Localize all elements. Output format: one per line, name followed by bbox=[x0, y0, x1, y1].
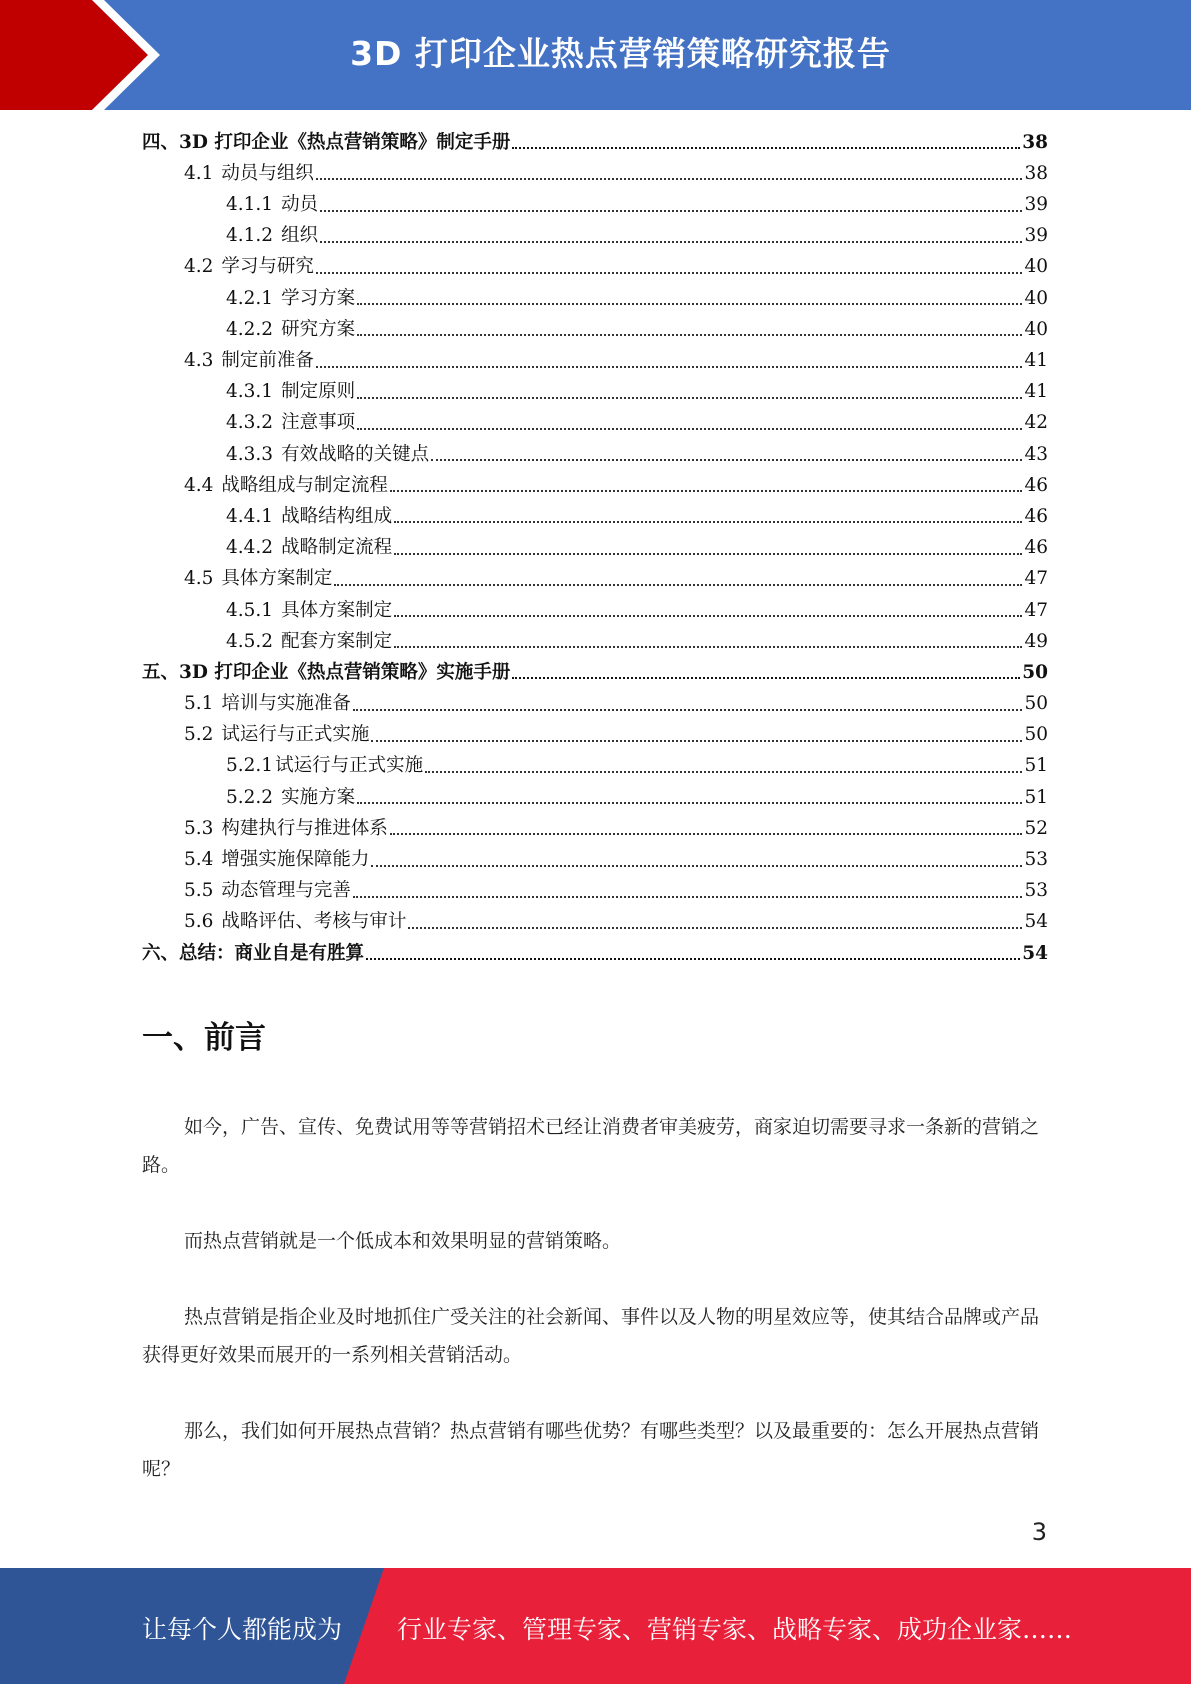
toc-entry-text: 动员与组织 bbox=[221, 162, 314, 184]
toc-entry-text: 六、总结：商业自是有胜算 bbox=[142, 942, 365, 964]
toc-dot-leader bbox=[320, 241, 1022, 243]
toc-entry-text: 五、3D 打印企业《热点营销策略》实施手册 bbox=[142, 661, 511, 683]
toc-entry-page: 42 bbox=[1024, 412, 1048, 434]
toc-entry-number: 5.5 bbox=[184, 880, 214, 902]
toc-entry-number: 5.2.1 bbox=[226, 755, 274, 777]
toc-entry-number: 4.1.1 bbox=[226, 194, 274, 216]
toc-entry-label bbox=[226, 227, 318, 246]
toc-dot-leader bbox=[394, 521, 1022, 523]
toc-entry-label bbox=[226, 318, 356, 340]
toc-entry-page: 54 bbox=[1022, 942, 1048, 964]
toc-entry-number: 4.3 bbox=[184, 350, 214, 371]
footer-slogan-right: 行业专家、管理专家、营销专家、战略专家、成功企业家…… bbox=[397, 1615, 1073, 1644]
toc-entry-number: 4.2.1 bbox=[226, 287, 274, 309]
toc-entry-page: 40 bbox=[1024, 256, 1048, 278]
toc-entry[interactable] bbox=[142, 721, 1048, 752]
toc-entry-text: 制定原则 bbox=[281, 381, 356, 403]
toc-entry-label bbox=[226, 505, 393, 527]
toc-entry-text: 动员 bbox=[281, 194, 319, 216]
toc-entry[interactable] bbox=[142, 315, 1048, 346]
toc-entry-label bbox=[226, 599, 393, 621]
toc-entry-number: 5.1 bbox=[184, 693, 214, 715]
toc-dot-leader bbox=[394, 615, 1022, 617]
toc-entry-label bbox=[142, 131, 511, 153]
toc-entry-label bbox=[226, 414, 355, 433]
toc-entry-page: 53 bbox=[1024, 880, 1048, 902]
toc-entry[interactable] bbox=[142, 222, 1048, 253]
toc-entry[interactable] bbox=[142, 471, 1048, 502]
toc-entry-page: 51 bbox=[1024, 755, 1048, 777]
toc-entry-label bbox=[226, 786, 356, 808]
toc-entry[interactable] bbox=[142, 596, 1048, 627]
toc-entry-number: 4.2.2 bbox=[226, 318, 274, 340]
toc-entry[interactable] bbox=[142, 190, 1048, 221]
toc-entry-text: 实施方案 bbox=[281, 786, 356, 808]
toc-dot-leader bbox=[408, 927, 1022, 929]
toc-entry-text: 学习方案 bbox=[281, 287, 356, 309]
toc-entry-number: 4.5 bbox=[184, 568, 214, 590]
toc-entry-page: 53 bbox=[1024, 849, 1048, 870]
toc-entry-page: 46 bbox=[1024, 537, 1048, 559]
toc-entry[interactable] bbox=[142, 814, 1048, 845]
toc-entry-label bbox=[184, 474, 388, 496]
toc-entry-number: 4.4.1 bbox=[226, 505, 274, 527]
toc-entry-label bbox=[226, 757, 423, 776]
toc-dot-leader bbox=[390, 490, 1023, 492]
toc-entry-number: 5.2.2 bbox=[226, 786, 274, 808]
toc-entry-label bbox=[226, 443, 430, 465]
toc-entry[interactable] bbox=[142, 378, 1048, 409]
toc-entry-text: 具体方案制定 bbox=[221, 568, 333, 590]
toc-dot-leader bbox=[371, 740, 1022, 742]
toc-dot-leader bbox=[425, 771, 1022, 773]
toc-entry-page: 51 bbox=[1024, 786, 1048, 808]
toc-entry-page: 47 bbox=[1024, 568, 1048, 590]
toc-entry-page: 38 bbox=[1024, 162, 1048, 184]
table-of-contents bbox=[142, 128, 1048, 970]
toc-entry-page: 40 bbox=[1024, 318, 1048, 340]
toc-entry-label bbox=[184, 162, 314, 184]
toc-entry-text: 战略评估、考核与审计 bbox=[221, 911, 407, 933]
toc-entry-label bbox=[142, 661, 511, 683]
toc-entry-number: 4.5.1 bbox=[226, 599, 274, 621]
toc-entry-label bbox=[226, 539, 392, 558]
toc-entry[interactable] bbox=[142, 939, 1048, 970]
toc-dot-leader bbox=[316, 178, 1023, 180]
page-number: 3 bbox=[1031, 1518, 1047, 1546]
toc-entry-page: 41 bbox=[1024, 350, 1048, 371]
toc-entry-text: 组织 bbox=[281, 225, 319, 247]
page-header bbox=[0, 0, 1191, 110]
toc-entry-page: 39 bbox=[1024, 194, 1048, 216]
toc-dot-leader bbox=[512, 147, 1020, 149]
toc-entry-text: 配套方案制定 bbox=[281, 630, 393, 652]
toc-entry-page: 43 bbox=[1024, 443, 1048, 465]
toc-dot-leader bbox=[394, 553, 1022, 555]
toc-entry-label bbox=[184, 570, 332, 589]
toc-entry-page: 50 bbox=[1022, 661, 1048, 683]
paragraph-4: 那么，我们如何开展热点营销？热点营销有哪些优势？有哪些类型？以及最重要的：怎么开展热点营销呢？ bbox=[142, 1420, 1040, 1480]
toc-entry-text: 研究方案 bbox=[281, 318, 356, 340]
toc-entry[interactable] bbox=[142, 128, 1048, 159]
toc-entry-text: 学习与研究 bbox=[221, 256, 314, 278]
toc-entry[interactable] bbox=[142, 409, 1048, 440]
toc-entry[interactable] bbox=[142, 689, 1048, 720]
paragraph-3: 热点营销是指企业及时地抓住广受关注的社会新闻、事件以及人物的明星效应等，使其结合品牌或产品获得更好效果而展开的一系列相关营销活动。 bbox=[142, 1306, 1040, 1366]
toc-entry-page: 50 bbox=[1024, 693, 1048, 715]
toc-entry[interactable] bbox=[142, 533, 1048, 564]
toc-entry-page: 54 bbox=[1024, 911, 1048, 933]
toc-entry[interactable] bbox=[142, 752, 1048, 783]
toc-entry-text: 试运行与正式实施 bbox=[221, 724, 370, 746]
toc-entry-text: 四、3D 打印企业《热点营销策略》制定手册 bbox=[142, 131, 511, 153]
toc-entry-number: 4.3.3 bbox=[226, 443, 274, 465]
toc-entry[interactable] bbox=[142, 565, 1048, 596]
toc-entry[interactable] bbox=[142, 658, 1048, 689]
toc-dot-leader bbox=[431, 459, 1022, 461]
toc-entry-number: 5.4 bbox=[184, 849, 214, 870]
toc-entry-text: 增强实施保障能力 bbox=[221, 849, 370, 870]
toc-entry-label bbox=[184, 913, 406, 932]
toc-entry-number: 5.2 bbox=[184, 724, 214, 746]
toc-dot-leader bbox=[334, 584, 1022, 586]
toc-entry-page: 52 bbox=[1024, 817, 1048, 839]
toc-entry[interactable] bbox=[142, 346, 1048, 377]
toc-entry-page: 47 bbox=[1024, 599, 1048, 621]
toc-entry-label bbox=[184, 817, 388, 839]
toc-entry-number: 4.1.2 bbox=[226, 225, 274, 247]
toc-dot-leader bbox=[357, 303, 1022, 305]
toc-entry-label bbox=[226, 287, 356, 309]
section-heading: 一、前言 bbox=[142, 1020, 266, 1056]
toc-entry[interactable] bbox=[142, 877, 1048, 908]
toc-entry-text: 战略组成与制定流程 bbox=[221, 474, 388, 496]
document-title: 3D 打印企业热点营销策略研究报告 bbox=[350, 34, 891, 73]
toc-entry-label bbox=[184, 352, 314, 371]
toc-entry[interactable] bbox=[142, 159, 1048, 190]
toc-entry-number: 4.4 bbox=[184, 474, 214, 496]
toc-dot-leader bbox=[366, 958, 1020, 960]
toc-dot-leader bbox=[512, 677, 1020, 679]
toc-entry-number: 4.5.2 bbox=[226, 630, 274, 652]
toc-dot-leader bbox=[357, 802, 1022, 804]
toc-entry-text: 培训与实施准备 bbox=[221, 693, 351, 715]
toc-entry-label bbox=[184, 258, 314, 277]
toc-entry[interactable] bbox=[142, 502, 1048, 533]
toc-entry-label bbox=[184, 695, 351, 714]
toc-entry-page: 46 bbox=[1024, 474, 1048, 496]
toc-entry-text: 战略制定流程 bbox=[281, 537, 393, 559]
toc-entry-label bbox=[184, 726, 369, 745]
toc-entry-page: 49 bbox=[1024, 630, 1048, 652]
toc-entry[interactable] bbox=[142, 845, 1048, 876]
toc-dot-leader bbox=[394, 646, 1022, 648]
toc-entry-text: 试运行与正式实施 bbox=[275, 755, 424, 777]
toc-entry-text: 战略结构组成 bbox=[281, 505, 393, 527]
toc-entry[interactable] bbox=[142, 908, 1048, 939]
toc-entry-text: 构建执行与推进体系 bbox=[221, 817, 388, 839]
toc-entry-text: 注意事项 bbox=[281, 412, 356, 434]
toc-entry[interactable] bbox=[142, 783, 1048, 814]
toc-entry-number: 5.3 bbox=[184, 817, 214, 839]
toc-entry[interactable] bbox=[142, 253, 1048, 284]
toc-entry-page: 41 bbox=[1024, 381, 1048, 403]
paragraph-1: 如今，广告、宣传、免费试用等等营销招术已经让消费者审美疲劳，商家迫切需要寻求一条新的营销之路。 bbox=[142, 1116, 1040, 1176]
toc-entry-label bbox=[184, 851, 369, 870]
toc-dot-leader bbox=[390, 833, 1023, 835]
toc-entry-text: 具体方案制定 bbox=[281, 599, 393, 621]
toc-entry[interactable] bbox=[142, 284, 1048, 315]
toc-entry-page: 39 bbox=[1024, 225, 1048, 247]
toc-dot-leader bbox=[353, 896, 1023, 898]
toc-entry-label bbox=[226, 196, 318, 215]
toc-entry-page: 38 bbox=[1022, 131, 1048, 153]
toc-dot-leader bbox=[371, 865, 1022, 867]
toc-entry-label bbox=[226, 630, 393, 652]
toc-entry-text: 有效战略的关键点 bbox=[281, 443, 430, 465]
toc-entry-page: 50 bbox=[1024, 724, 1048, 746]
toc-entry-text: 制定前准备 bbox=[221, 350, 314, 371]
toc-entry[interactable] bbox=[142, 627, 1048, 658]
toc-entry-number: 4.3.1 bbox=[226, 381, 274, 403]
toc-dot-leader bbox=[316, 366, 1023, 368]
toc-dot-leader bbox=[316, 272, 1023, 274]
page-footer bbox=[0, 1568, 1191, 1684]
toc-dot-leader bbox=[357, 397, 1022, 399]
toc-entry-label bbox=[142, 942, 365, 964]
toc-dot-leader bbox=[353, 709, 1023, 711]
toc-dot-leader bbox=[320, 210, 1022, 212]
toc-entry-page: 40 bbox=[1024, 287, 1048, 309]
toc-entry-number: 4.2 bbox=[184, 256, 214, 278]
toc-entry-number: 4.1 bbox=[184, 162, 214, 184]
toc-entry-number: 4.4.2 bbox=[226, 537, 274, 559]
toc-entry-label bbox=[184, 882, 351, 901]
toc-entry-number: 5.6 bbox=[184, 911, 214, 933]
footer-slogan-left: 让每个人都能成为 bbox=[142, 1615, 343, 1644]
toc-entry[interactable] bbox=[142, 440, 1048, 471]
toc-entry-number: 4.3.2 bbox=[226, 412, 274, 434]
toc-entry-label bbox=[226, 383, 355, 402]
toc-dot-leader bbox=[357, 334, 1022, 336]
toc-dot-leader bbox=[357, 428, 1022, 430]
toc-entry-text: 动态管理与完善 bbox=[221, 880, 351, 902]
toc-entry-page: 46 bbox=[1024, 505, 1048, 527]
paragraph-2: 而热点营销就是一个低成本和效果明显的营销策略。 bbox=[184, 1230, 622, 1252]
